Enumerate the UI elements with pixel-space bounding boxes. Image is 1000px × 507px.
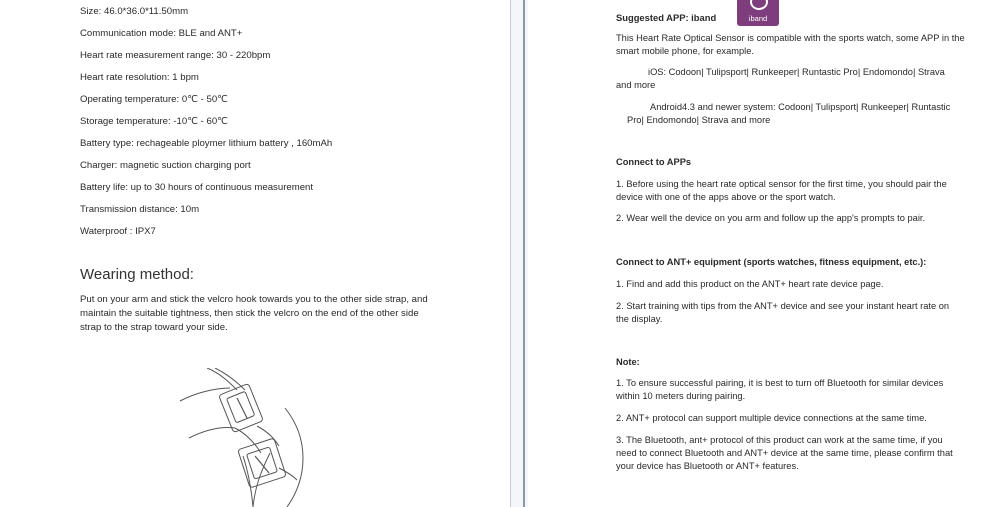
paragraph-line: maintain the suitable tightness, then stick the velcro on the end of the other side [80, 308, 419, 319]
connect-apps-step-2: 2. Wear well the device on you arm and follow up the app's prompts to pair. [616, 213, 926, 223]
app-icon-label: iband [748, 14, 768, 23]
spec-operating-temp: Operating temperature: 0℃ - 50℃ [80, 94, 228, 105]
spec-hr-range: Heart rate measurement range: 30 - 220bpm [80, 50, 271, 61]
connect-ant-step-2 [616, 300, 949, 326]
spec-size: Size: 46.0*36.0*11.50mm [80, 6, 189, 17]
connect-ant-heading: Connect to ANT+ equipment (sports watches, fitness equipment, etc.): [616, 257, 927, 267]
paragraph-line: 1. To ensure successful pairing, it is best to turn off Bluetooth for similar devices [616, 378, 944, 388]
note-3 [616, 434, 953, 473]
paragraph-line: the display. [616, 314, 663, 324]
app-icon-ring [750, 0, 768, 10]
paragraph-line: within 10 meters during pairing. [616, 391, 746, 401]
suggested-app-label: Suggested APP: iband [616, 12, 717, 23]
paragraph-line: Put on your arm and stick the velcro hook towards you to the other side strap, and [80, 294, 428, 305]
page-edge-right [523, 0, 525, 507]
spec-waterproof: Waterproof : IPX7 [80, 226, 156, 237]
spec-communication: Communication mode: BLE and ANT+ [80, 28, 243, 39]
paragraph-line: your device has Bluetooth or ANT+ features. [616, 461, 799, 471]
intro-paragraph [616, 32, 965, 58]
paragraph-line: 1. Before using the heart rate optical sensor for the first time, you should pair the [616, 179, 947, 189]
android-apps-line: Android4.3 and newer system: Codoon| Tulipsport| Runkeeper| Runtastic [650, 102, 951, 112]
ios-apps-line: iOS: Codoon| Tulipsport| Runkeeper| Runtastic Pro| Endomondo| Strava [648, 67, 945, 77]
connect-ant-step-1: 1. Find and add this product on the ANT+ heart rate device page. [616, 279, 884, 289]
spec-charger: Charger: magnetic suction charging port [80, 160, 251, 171]
paragraph-line: This Heart Rate Optical Sensor is compatible with the sports watch, some APP in the [616, 33, 965, 43]
paragraph-line: device with one of the apps above or the sport watch. [616, 192, 836, 202]
arm-wearing-illustration [175, 368, 325, 507]
wearing-method-heading: Wearing method: [80, 266, 194, 283]
paragraph-line: 2. Start training with tips from the ANT+ device and see your instant heart rate on [616, 301, 950, 311]
note-heading: Note: [616, 357, 640, 367]
spec-battery-type: Battery type: rechageable ploymer lithium battery , 160mAh [80, 138, 333, 149]
note-2: 2. ANT+ protocol can support multiple device connections at the same time. [616, 413, 927, 423]
connect-apps-heading: Connect to APPs [616, 157, 692, 167]
spec-hr-resolution: Heart rate resolution: 1 bpm [80, 72, 199, 83]
paragraph-line: smart mobile phone, for example. [616, 46, 754, 56]
page-gutter [510, 0, 528, 507]
paragraph-line: 3. The Bluetooth, ant+ protocol of this product can work at the same time, if you [616, 435, 943, 445]
paragraph-line: need to connect Bluetooth and ANT+ device at the same time, please confirm that [616, 448, 953, 458]
wearing-method-paragraph [80, 293, 440, 335]
ios-apps-line-2: and more [616, 80, 656, 90]
paragraph-line: strap to the strap toward your side. [80, 322, 228, 333]
spec-transmission: Transmission distance: 10m [80, 204, 200, 215]
spec-battery-life: Battery life: up to 30 hours of continuous measurement [80, 182, 314, 193]
spec-storage-temp: Storage temperature: -10℃ - 60℃ [80, 116, 228, 127]
page-edge-left [510, 0, 511, 507]
android-apps-line-2: Pro| Endomondo| Strava and more [627, 115, 771, 125]
connect-apps-step-1 [616, 178, 947, 204]
iband-app-icon [737, 0, 779, 26]
note-1 [616, 377, 943, 403]
